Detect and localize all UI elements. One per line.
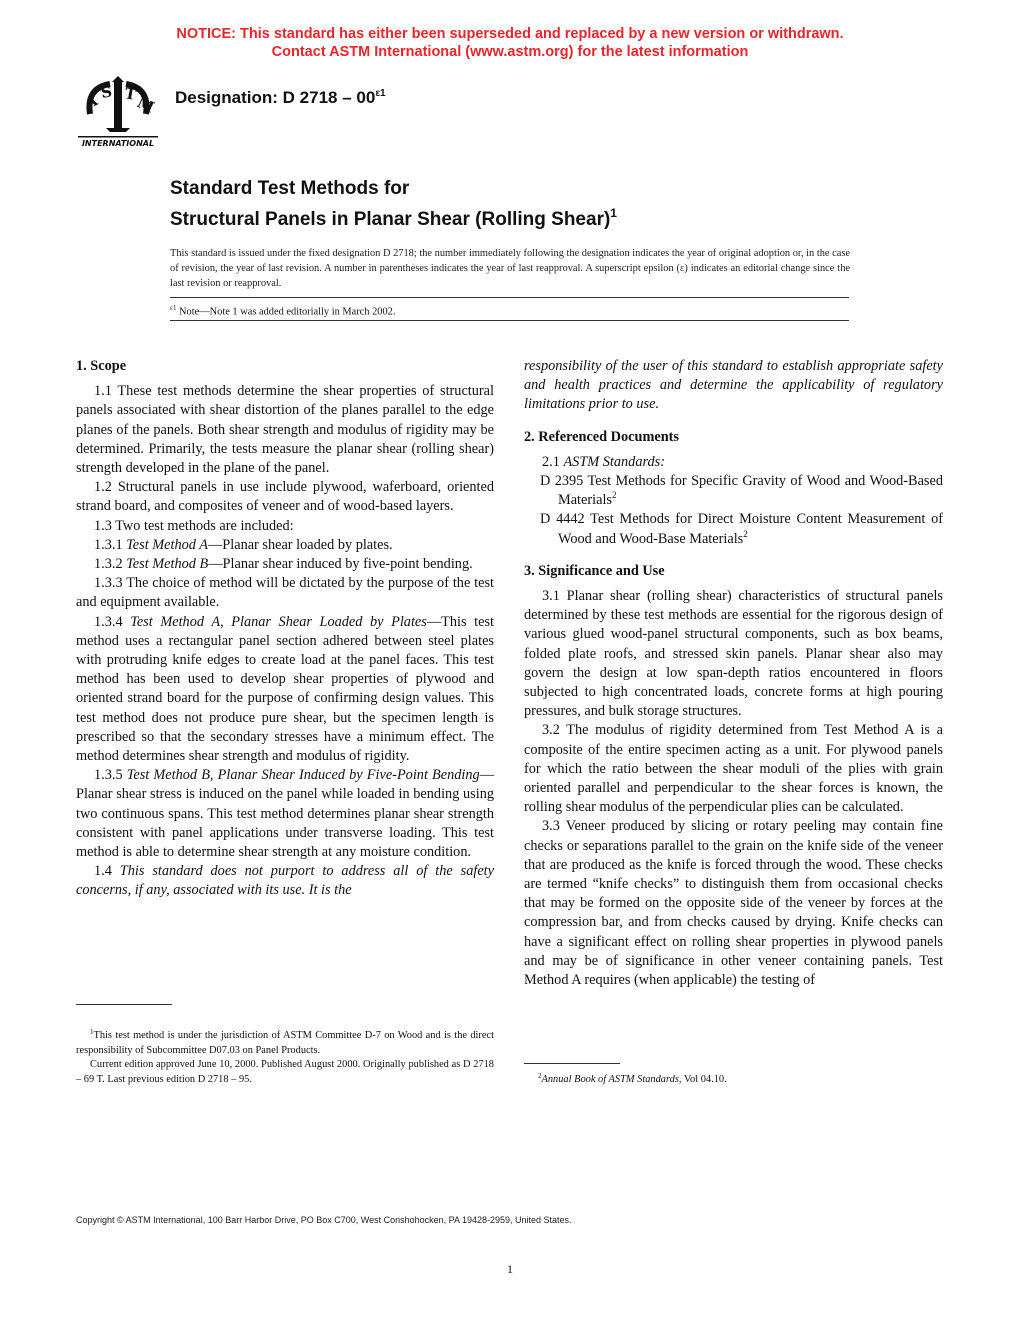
para-1-3-2: 1.3.2 Test Method B—Planar shear induced by five-point bending. <box>94 556 473 573</box>
para-3-1: 3.1 Planar shear (rolling shear) characteristics of structural panels determined by these test methods are essential for the rigorous design of various glued wood-panel structural components, such as box beams, folded plate roofs, and stressed skin panels. Planar shear also may govern the design at low span-depth ratios encountered in floors subjected to high concentrated loads, concrete forms at high pouring pressures, and bulk storage structures. <box>524 588 943 720</box>
designation <box>175 88 386 108</box>
editorial-note-text: Note—Note 1 was added editorially in March 2002. <box>176 306 396 318</box>
ref-d4442: D 4442 Test Methods for Direct Moisture Content Measurement of Wood and Wood-Base Materials$^2$ <box>540 511 943 547</box>
page-number: 1 <box>507 1262 513 1276</box>
svg-text:S: S <box>99 82 114 102</box>
para-1-3-1: 1.3.1 Test Method A—Planar shear loaded by plates. <box>94 536 393 553</box>
para-1-3: 1.3 Two test methods are included: <box>94 517 294 534</box>
footnote-2: $^2$Annual Book of ASTM Standards, Vol 04.10. <box>538 1072 727 1085</box>
para-3-3: 3.3 Veneer produced by slicing or rotary peeling may contain fine checks or separations parallel to the grain on the knife side of the veneer that are produced as the knife is forced through the wood. These checks are termed “knife checks” to distinguish them from occasional checks that may be formed on the opposite side of the veneer by forces at the compression bar, and from checks caused by drying. Knife checks can have a significant effect on rolling shear properties in plywood panels and may be of significance in other veneer containing panels. Test Method A requires (when applicable) the testing of <box>524 818 943 989</box>
designation-superscript: ε1 <box>375 88 386 99</box>
svg-text:A: A <box>82 91 101 113</box>
designation-label: Designation: D 2718 – 00 <box>175 88 376 107</box>
footnote-rule-right <box>524 1063 620 1064</box>
logo-subtext: INTERNATIONAL <box>81 139 155 148</box>
para-1-3-5: 1.3.5 Test Method B, Planar Shear Induced by Five-Point Bending—Planar shear stress is induced on the panel while loaded in bending using two continuous spans. This test method determines planar shear strength consistent with panel applications under transverse loading. This test method is able to determine shear strength at any moisture condition. <box>76 767 494 861</box>
left-column <box>76 357 494 901</box>
ref-d2395: D 2395 Test Methods for Specific Gravity of Wood and Wood-Based Materials$^2$ <box>540 473 943 509</box>
supersede-notice <box>0 25 1020 61</box>
right-footnotes <box>524 1073 943 1088</box>
para-1-4-continued: responsibility of the user of this standard to establish appropriate safety and health practices and determine the applicability of regulatory limitations prior to use. <box>524 358 943 413</box>
para-1-4: 1.4 This standard does not purport to address all of the safety concerns, if any, associated with its use. It is the <box>76 863 494 899</box>
rule-top <box>170 297 849 298</box>
notice-line-1: NOTICE: This standard has either been superseded and replaced by a new version or withdrawn. <box>176 26 844 42</box>
para-1-1: 1.1 These test methods determine the shear properties of structural panels associated with shear distortion of the planes parallel to the edge planes of the panels. Both shear strength and modulus of rigidity may be determined. Primarily, the tests measure the planar shear (rolling shear) strength developed in the plane of the panel. <box>76 383 494 477</box>
section-1-heading: 1. Scope <box>76 358 127 374</box>
para-2-1: 2.1 ASTM Standards: <box>542 453 665 470</box>
para-1-3-4: 1.3.4 Test Method A, Planar Shear Loaded by Plates—This test method uses a rectangular panel section adhered between steel plates with protruding knife edges to create load at the panel faces. This test method has been used to develop shear properties of plywood and oriented strand board for the purpose of confirming design values. This test method does not produce pure shear, but the specimen length is prescribed so that the secondary stresses have a minimum effect. The method determines shear strength and modulus of rigidity. <box>76 613 494 765</box>
editorial-note <box>170 304 395 317</box>
title-line-1: Standard Test Methods for <box>170 178 410 199</box>
para-3-2: 3.2 The modulus of rigidity determined from Test Method A is a composite of the entire specimen acting as a unit. For plywood panels for which the ratio between the shear moduli of the plies with grain oriented parallel and perpendicular to the shear forces is known, the rolling shear modulus of the perpendicular plies can be calculated. <box>524 722 943 816</box>
svg-text:M: M <box>134 93 157 117</box>
para-1-3-3: 1.3.3 The choice of method will be dictated by the purpose of the test and equipment available. <box>76 575 494 611</box>
para-1-2: 1.2 Structural panels in use include plywood, waferboard, oriented strand board, and composites of veneer and of wood-based layers. <box>76 479 494 515</box>
right-column <box>524 357 943 990</box>
issued-statement: This standard is issued under the fixed designation D 2718; the number immediately following the designation indicates the year of original adoption or, in the case of revision, the year of last revision. A number in parentheses indicates the year of last reapproval. A superscript epsilon (ε) indicates an editorial change since the last revision or reapproval. <box>170 248 851 289</box>
document-title <box>170 176 617 232</box>
copyright-line: Copyright © ASTM International, 100 Barr Harbor Drive, PO Box C700, West Conshohocken, PA 19428-2959, United States. <box>76 1215 572 1225</box>
section-3-heading: 3. Significance and Use <box>524 562 665 579</box>
footnote-1-edition: Current edition approved June 10, 2000. Published August 2000. Originally published as D 2718 – 69 T. Last previous edition D 2718 – 95. <box>76 1059 494 1085</box>
svg-text:T: T <box>123 84 138 104</box>
rule-bottom <box>170 320 849 321</box>
footnote-1: $^1$This test method is under the jurisdiction of ASTM Committee D-7 on Wood and is the direct responsibility of Subcommittee D07.03 on Panel Products. <box>76 1028 494 1056</box>
section-2-heading: 2. Referenced Documents <box>524 428 679 445</box>
title-footnote-ref: 1 <box>610 206 617 220</box>
footnote-rule-left <box>76 1004 172 1005</box>
notice-line-2: Contact ASTM International (www.astm.org) for the latest information <box>271 44 749 60</box>
left-footnotes <box>76 1029 494 1087</box>
editorial-note-sup: ε1 <box>170 304 177 312</box>
astm-logo <box>76 74 160 150</box>
title-line-2: Structural Panels in Planar Shear (Rolling Shear) <box>170 209 611 230</box>
